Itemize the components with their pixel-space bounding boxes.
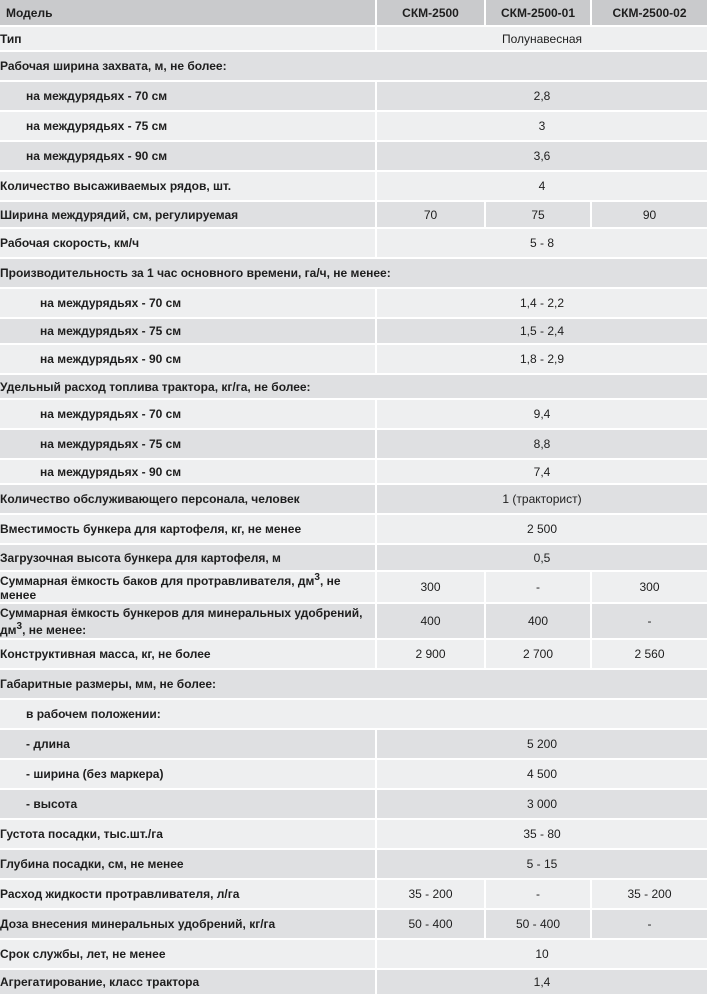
table-header [0,0,707,27]
row-label: Конструктивная масса, кг, не более [0,640,377,670]
table-row [0,910,707,940]
row-value: 2 900 [377,640,486,670]
table-row [0,790,707,820]
row-label: на междурядьях - 70 см [0,82,377,112]
row-label: на междурядьях - 75 см [0,112,377,142]
row-value: - [486,572,592,604]
table-row [0,940,707,970]
row-label: - ширина (без маркера) [0,760,377,790]
row-value: 2 500 [377,515,707,545]
section-row [0,259,707,289]
table-row [0,229,707,259]
row-value: 2,8 [377,82,707,112]
row-label: Количество обслуживающего персонала, человек [0,485,377,515]
table-row [0,970,707,996]
row-value: 4 [377,172,707,202]
row-label: на междурядьях - 75 см [0,430,377,460]
row-label: Вместимость бункера для картофеля, кг, не менее [0,515,377,545]
table-row [0,289,707,319]
row-label: на междурядьях - 75 см [0,319,377,345]
table-row [0,27,707,52]
row-label: на междурядьях - 70 см [0,400,377,430]
table-row [0,640,707,670]
table-row [0,760,707,790]
table-row [0,172,707,202]
section-label: Рабочая ширина захвата, м, не более: [0,52,707,82]
row-value: 8,8 [377,430,707,460]
row-value: 5 - 8 [377,229,707,259]
row-label: Рабочая скорость, км/ч [0,229,377,259]
row-value: 10 [377,940,707,970]
row-value: 0,5 [377,545,707,572]
row-label: Расход жидкости протравливателя, л/га [0,880,377,910]
model-header-skm-2500-01: СКМ-2500-01 [486,0,592,27]
section-row [0,52,707,82]
row-value: 400 [486,604,592,640]
row-value: 1,5 - 2,4 [377,319,707,345]
section-label: Удельный расход топлива трактора, кг/га, не более: [0,375,707,400]
row-label: - длина [0,730,377,760]
row-value: - [592,604,707,640]
model-column-header: Модель [0,0,377,27]
section-row [0,670,707,700]
row-value: 1,8 - 2,9 [377,345,707,375]
section-row [0,375,707,400]
table-row [0,545,707,572]
table-row [0,345,707,375]
row-value: 3,6 [377,142,707,172]
row-label: на междурядьях - 90 см [0,345,377,375]
row-value: 400 [377,604,486,640]
row-value: 5 - 15 [377,850,707,880]
row-value: 35 - 200 [377,880,486,910]
section-label: Габаритные размеры, мм, не более: [0,670,707,700]
row-value: - [592,910,707,940]
table-row [0,430,707,460]
row-value: 1 (тракторист) [377,485,707,515]
row-label: Агрегатирование, класс трактора [0,970,377,996]
table-row [0,850,707,880]
table-row [0,319,707,345]
table-row [0,880,707,910]
row-value: 1,4 - 2,2 [377,289,707,319]
row-label-text: Суммарная ёмкость бункеров для минеральных удобрений, [0,605,363,620]
row-label: Густота посадки, тыс.шт./га [0,820,377,850]
row-label: Тип [0,27,377,52]
row-label-text: Суммарная ёмкость баков для протравливателя, [0,574,298,588]
table-row [0,82,707,112]
row-value: 75 [486,202,592,229]
row-label: Доза внесения минеральных удобрений, кг/га [0,910,377,940]
table-row [0,112,707,142]
table-row [0,572,707,604]
row-value: 35 - 80 [377,820,707,850]
unit-dm: дм [297,574,315,588]
section-label: в рабочем положении: [0,700,707,730]
table-row [0,460,707,485]
table-row [0,400,707,430]
row-value: 300 [592,572,707,604]
unit-superscript: 3 [16,620,23,632]
row-label-suffix: , не менее: [22,622,87,637]
row-value: 7,4 [377,460,707,485]
row-label: Количество высаживаемых рядов, шт. [0,172,377,202]
row-label: на междурядьях - 90 см [0,460,377,485]
row-value: 2 700 [486,640,592,670]
row-label: Загрузочная высота бункера для картофеля, м [0,545,377,572]
section-row [0,700,707,730]
row-value: 2 560 [592,640,707,670]
table-row [0,142,707,172]
row-label-suffix: , не менее [0,574,341,602]
model-header-skm-2500: СКМ-2500 [377,0,486,27]
table-row [0,485,707,515]
row-value: 3 [377,112,707,142]
row-label: Ширина междурядий, см, регулируемая [0,202,377,229]
model-header-skm-2500-02: СКМ-2500-02 [592,0,707,27]
row-value: 35 - 200 [592,880,707,910]
row-value: 3 000 [377,790,707,820]
table-row [0,730,707,760]
row-label: Срок службы, лет, не менее [0,940,377,970]
row-value: 1,4 [377,970,707,996]
row-value: Полунавесная [377,27,707,52]
row-value: 70 [377,202,486,229]
row-value: 90 [592,202,707,229]
row-value: 5 200 [377,730,707,760]
table-row [0,820,707,850]
table-row [0,515,707,545]
row-label [0,604,377,640]
row-value: 50 - 400 [486,910,592,940]
unit-dm: дм [0,622,17,637]
row-label: - высота [0,790,377,820]
row-label [0,572,377,604]
row-label: Глубина посадки, см, не менее [0,850,377,880]
row-label: на междурядьях - 90 см [0,142,377,172]
row-value: 9,4 [377,400,707,430]
section-label: Производительность за 1 час основного времени, га/ч, не менее: [0,259,707,289]
table-row [0,604,707,640]
row-value: 300 [377,572,486,604]
row-value: 50 - 400 [377,910,486,940]
unit-superscript: 3 [314,572,320,583]
row-value: - [486,880,592,910]
row-value: 4 500 [377,760,707,790]
row-label: на междурядьях - 70 см [0,289,377,319]
table-row [0,202,707,229]
